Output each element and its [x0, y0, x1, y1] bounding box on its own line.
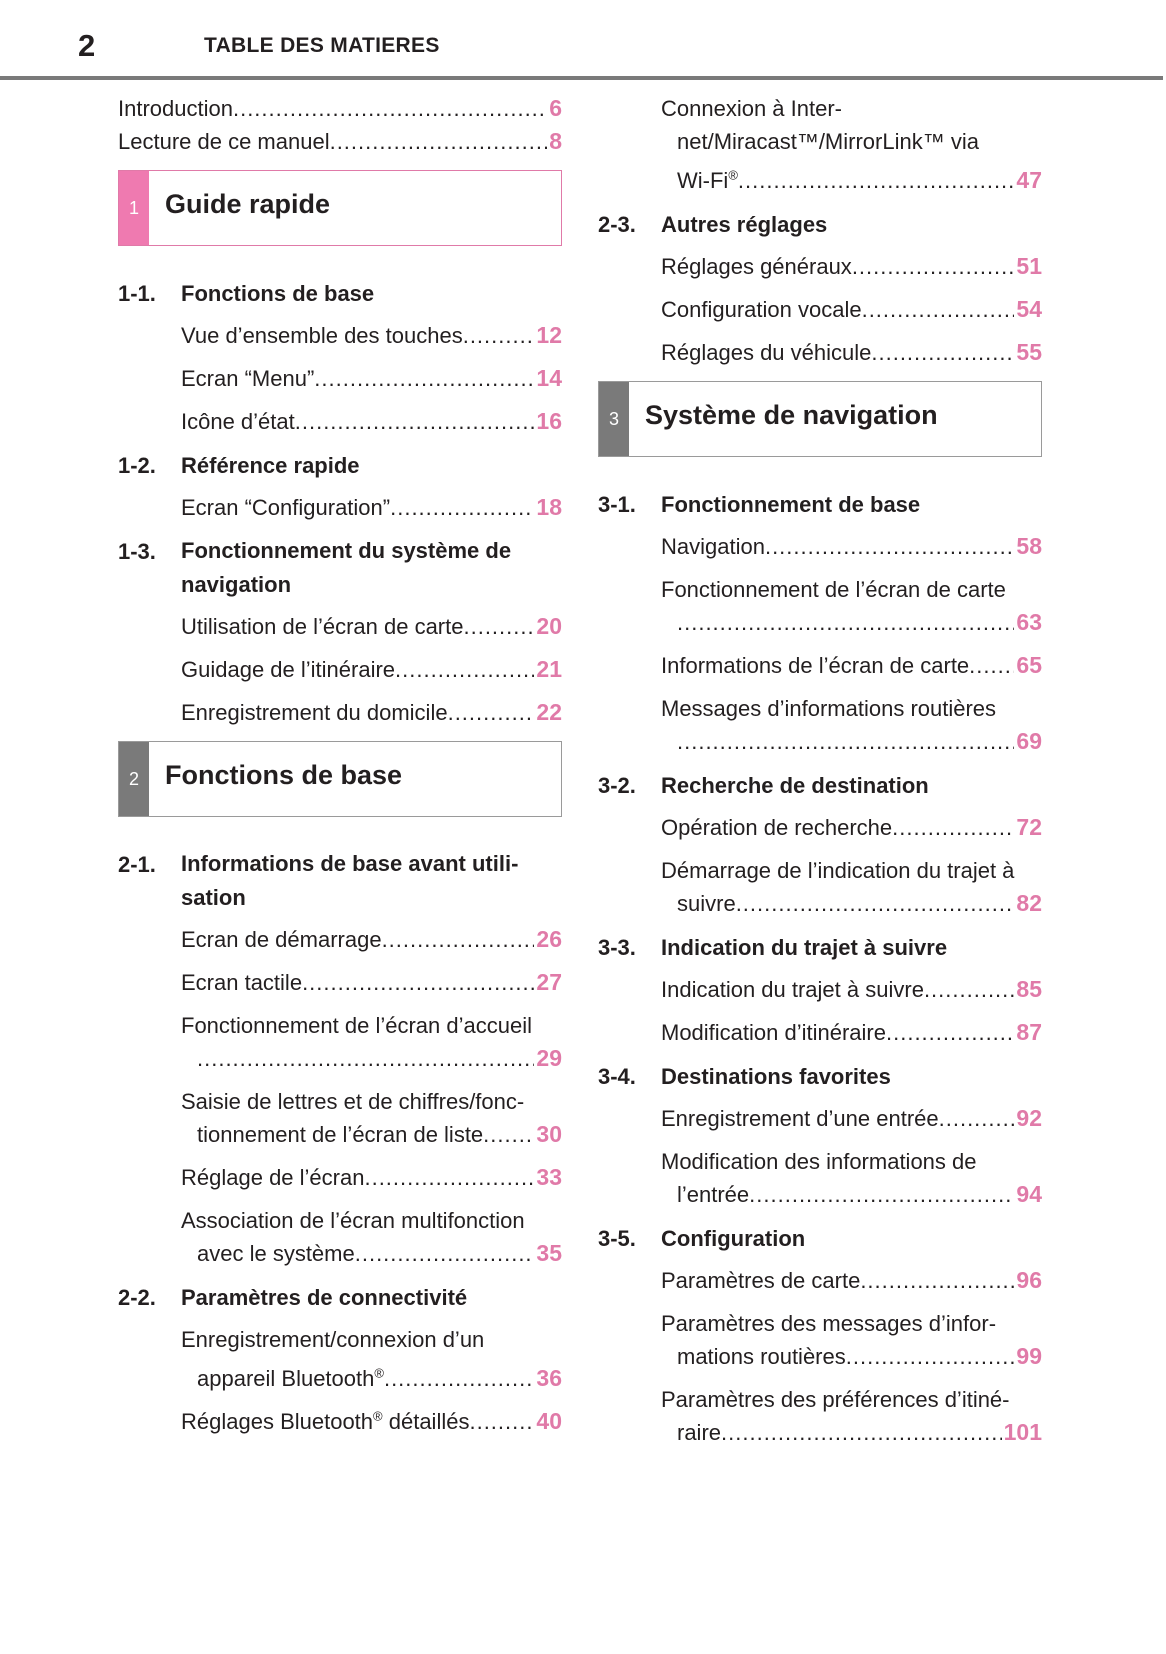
- toc-entry[interactable]: Enregistrement/connexion d’un appareil Bluetooth® ..... 36: [118, 1323, 562, 1395]
- page-ref: 40: [536, 1408, 562, 1434]
- toc-entry[interactable]: Messages d’informations routières ..... 69: [598, 692, 1042, 758]
- section-title: Système de navigation: [645, 400, 938, 430]
- subsection-3-1: 3-1. Fonctionnement de base: [598, 492, 921, 517]
- toc-entry[interactable]: Opération de recherche ..... 72: [598, 811, 1042, 844]
- page-ref: 92: [1016, 1105, 1042, 1131]
- toc-entry-introduction[interactable]: Introduction ..... 6: [118, 92, 562, 125]
- page-ref: 96: [1016, 1267, 1042, 1293]
- page-ref: 101: [1003, 1419, 1042, 1445]
- page-ref: 36: [536, 1365, 562, 1391]
- page-ref: 22: [536, 699, 562, 725]
- subsection-1-1: 1-1. Fonctions de base: [118, 281, 375, 306]
- toc-entry[interactable]: Paramètres des messages d’infor- mations routières ..... 99: [598, 1307, 1042, 1373]
- section-2-header[interactable]: [118, 741, 562, 817]
- page-ref: 33: [536, 1164, 562, 1190]
- page-ref: 63: [1016, 609, 1042, 635]
- toc-entry[interactable]: Association de l’écran multifonction avec le système ..... 35: [118, 1204, 562, 1270]
- section-title: Fonctions de base: [165, 760, 403, 790]
- subsection-3-5: 3-5. Configuration: [598, 1226, 806, 1251]
- toc-entry[interactable]: Utilisation de l’écran de carte ..... 20: [118, 610, 562, 643]
- toc-entry[interactable]: Fonctionnement de l’écran d’accueil ..... 29: [118, 1009, 562, 1075]
- page-ref: 35: [536, 1240, 562, 1266]
- toc-entry[interactable]: Réglage de l’écran ..... 33: [118, 1161, 562, 1194]
- toc-entry[interactable]: Navigation ..... 58: [598, 530, 1042, 563]
- page-ref: 20: [536, 613, 562, 639]
- page-ref: 72: [1016, 814, 1042, 840]
- page-ref: 12: [536, 322, 562, 348]
- toc-entry[interactable]: Connexion à Inter- net/Miracast™/MirrorLink™ via Wi-Fi® ..... 47: [598, 92, 1042, 197]
- toc-entry[interactable]: Icône d’état ..... 16: [118, 405, 562, 438]
- page-ref: 21: [536, 656, 562, 682]
- toc-entry[interactable]: Indication du trajet à suivre ..... 85: [598, 973, 1042, 1006]
- toc-entry[interactable]: Guidage de l’itinéraire ..... 21: [118, 653, 562, 686]
- section-number-tab: 1: [119, 171, 149, 245]
- page-ref: 6: [549, 95, 562, 121]
- page-ref: 85: [1016, 976, 1042, 1002]
- toc-entry[interactable]: Réglages généraux ..... 51: [598, 250, 1042, 283]
- page-ref: 82: [1016, 890, 1042, 916]
- subsection-3-4: 3-4. Destinations favorites: [598, 1064, 891, 1089]
- header-rule: [0, 76, 1163, 80]
- section-title: Guide rapide: [165, 189, 331, 219]
- page-ref: 8: [549, 128, 562, 154]
- page-title: TABLE DES MATIERES: [204, 34, 440, 57]
- toc-entry[interactable]: Ecran tactile ..... 27: [118, 966, 562, 999]
- toc-entry[interactable]: Configuration vocale ..... 54: [598, 293, 1042, 326]
- subsection-2-3: 2-3. Autres réglages: [598, 212, 828, 237]
- toc-right-column: [598, 92, 1042, 1459]
- toc-entry[interactable]: Modification d’itinéraire ..... 87: [598, 1016, 1042, 1049]
- toc-entry[interactable]: Informations de l’écran de carte ..... 65: [598, 649, 1042, 682]
- section-number-tab: 3: [599, 382, 629, 456]
- page-number: 2: [78, 28, 96, 63]
- page-ref: 26: [536, 926, 562, 952]
- toc-entry[interactable]: Paramètres des préférences d’itiné- raire ..... 101: [598, 1383, 1042, 1449]
- page-ref: 99: [1016, 1343, 1042, 1369]
- toc-entry[interactable]: Réglages du véhicule ..... 55: [598, 336, 1042, 369]
- toc-entry[interactable]: Ecran “Configuration” ..... 18: [118, 491, 562, 524]
- page-ref: 55: [1016, 339, 1042, 365]
- toc-entry[interactable]: Ecran de démarrage ..... 26: [118, 923, 562, 956]
- toc-entry[interactable]: Démarrage de l’indication du trajet à suivre ..... 82: [598, 854, 1042, 920]
- page-ref: 27: [536, 969, 562, 995]
- toc-entry[interactable]: Paramètres de carte ..... 96: [598, 1264, 1042, 1297]
- page-ref: 47: [1016, 167, 1042, 193]
- toc-entry[interactable]: Fonctionnement de l’écran de carte ..... 63: [598, 573, 1042, 639]
- toc-left-column: [118, 92, 562, 1448]
- toc-entry-lecture[interactable]: Lecture de ce manuel ..... 8: [118, 125, 562, 158]
- section-3-header[interactable]: [598, 381, 1042, 457]
- page-ref: 14: [536, 365, 562, 391]
- section-1-header[interactable]: [118, 170, 562, 246]
- page-ref: 58: [1016, 533, 1042, 559]
- page-ref: 16: [536, 408, 562, 434]
- toc-entry[interactable]: Enregistrement d’une entrée ..... 92: [598, 1102, 1042, 1135]
- toc-entry[interactable]: Réglages Bluetooth® détaillés ..... 40: [118, 1405, 562, 1438]
- page-ref: 54: [1016, 296, 1042, 322]
- subsection-2-2: 2-2. Paramètres de connectivité: [118, 1285, 468, 1310]
- page-ref: 94: [1016, 1181, 1042, 1207]
- page-ref: 29: [536, 1045, 562, 1071]
- subsection-3-2: 3-2. Recherche de destination: [598, 773, 929, 798]
- subsection-3-3: 3-3. Indication du trajet à suivre: [598, 935, 948, 960]
- page-ref: 87: [1016, 1019, 1042, 1045]
- toc-entry[interactable]: Ecran “Menu” ..... 14: [118, 362, 562, 395]
- page-ref: 65: [1016, 652, 1042, 678]
- section-number-tab: 2: [119, 742, 149, 816]
- toc-entry[interactable]: Modification des informations de l’entrée ..... 94: [598, 1145, 1042, 1211]
- subsection-1-3: 1-3. Fonctionnement du système de navigation: [118, 538, 512, 597]
- page-ref: 69: [1016, 728, 1042, 754]
- page-ref: 18: [536, 494, 562, 520]
- toc-entry[interactable]: Vue d’ensemble des touches ..... 12: [118, 319, 562, 352]
- subsection-2-1: 2-1. Informations de base avant utili-sation: [118, 851, 519, 910]
- page-ref: 30: [536, 1121, 562, 1147]
- subsection-1-2: 1-2. Référence rapide: [118, 453, 360, 478]
- toc-entry[interactable]: Saisie de lettres et de chiffres/fonc- tionnement de l’écran de liste ..... 30: [118, 1085, 562, 1151]
- toc-entry[interactable]: Enregistrement du domicile ..... 22: [118, 696, 562, 729]
- page-ref: 51: [1016, 253, 1042, 279]
- page-header: [0, 0, 1166, 82]
